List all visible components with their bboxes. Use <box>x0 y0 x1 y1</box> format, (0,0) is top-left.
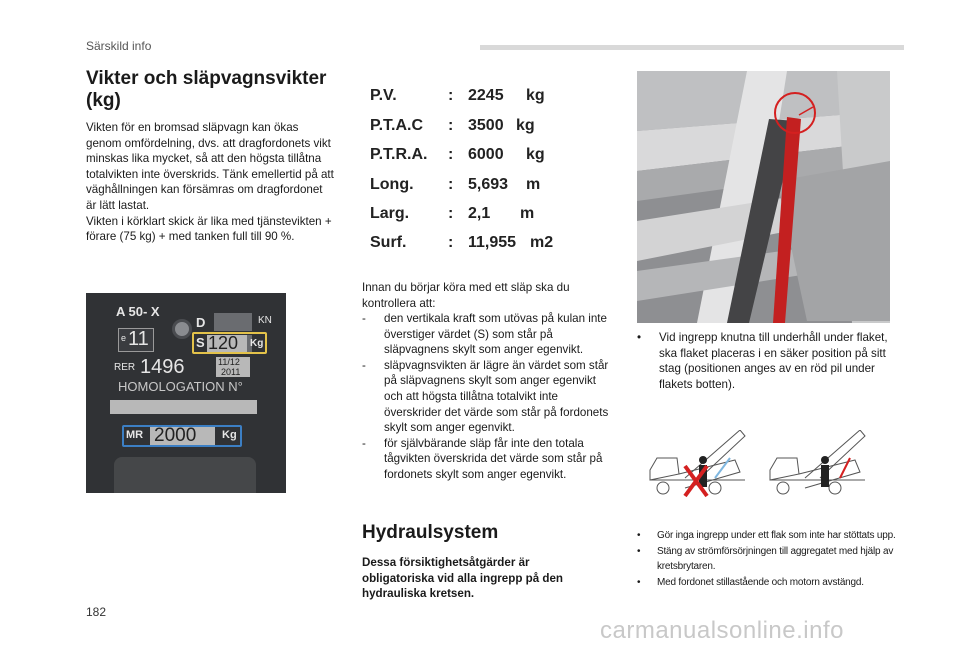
plate-e-value: 11 <box>128 328 149 350</box>
list-item <box>362 311 617 358</box>
plate-d-field <box>214 313 252 331</box>
weight-colon: : <box>448 117 454 134</box>
weight-label: Surf. <box>370 234 407 251</box>
plate-e-label: e <box>121 333 127 343</box>
list-item-text: Vid ingrepp knutna till underhåll under flaket, ska flaket placeras i en säker position på sitt stag (positionen anges av en röd pil under flakets botten). <box>659 331 888 391</box>
plate-s-value: 120 <box>208 333 239 353</box>
section-header: Särskild info <box>86 39 152 53</box>
plate-mr-unit: Kg <box>222 429 237 441</box>
list-item-text: Med fordonet stillastående och motorn avstängd. <box>657 576 864 588</box>
plate-a-label: A 50- X <box>116 304 160 319</box>
truck-icon <box>645 430 880 510</box>
weights-intro-text: Vikten för en bromsad släpvagn kan ökas genom omfördelning, dvs. att dragfordonets vikt minskas lika mycket, så att den högsta tillåtna totalvikten inte överskrids. Tänk emellertid på att väghållningen kan försämras om dragfordonet är lätt lastat. <box>86 121 334 212</box>
weight-value: 2245 <box>468 87 504 104</box>
page-number: 182 <box>86 605 107 619</box>
weight-colon: : <box>448 87 454 104</box>
list-item-text: Stäng av strömförsörjningen till aggregatet med hjälp av kretsbrytaren. <box>657 545 894 572</box>
weight-colon: : <box>448 146 454 163</box>
list-dash: - <box>362 436 366 450</box>
plate-date-line1: 11/12 <box>218 357 240 367</box>
tipper-prop-illustration <box>637 71 890 323</box>
list-bullet: • <box>637 530 641 541</box>
list-dash: - <box>362 358 366 372</box>
watermark: carmanualsonline.info <box>600 617 844 644</box>
plate-bolt <box>172 319 192 339</box>
weights-intro <box>86 120 336 245</box>
weight-value: 6000 <box>468 146 504 163</box>
weight-value: 2,1 <box>468 205 491 222</box>
list-item <box>362 358 617 436</box>
weight-label: Long. <box>370 176 414 193</box>
list-item-text: släpvagnsvikten är lägre än värdet som står på släpvagnens skylt som anger egenvikt och att högsta tillåtna totalvikt inte överskrider det värde som står på fordonets skylt som anger egenvikt. <box>384 358 609 435</box>
plate-homologation: HOMOLOGATION N° <box>118 379 243 394</box>
list-dash: - <box>362 312 366 325</box>
list-item-text: Gör inga ingrepp under ett flak som inte har stöttats upp. <box>657 530 896 541</box>
weight-label: P.V. <box>370 87 397 104</box>
weight-unit: kg <box>526 146 545 163</box>
weight-plate-photo <box>86 293 286 493</box>
trailer-check-intro: Innan du börjar köra med ett släp ska du kontrollera att: <box>362 281 570 310</box>
list-item <box>637 528 907 544</box>
weight-label: P.T.R.A. <box>370 146 428 163</box>
weight-value: 5,693 <box>468 176 509 193</box>
list-item <box>362 436 617 483</box>
weight-value: 11,955 <box>468 234 517 251</box>
list-item <box>637 330 897 392</box>
plate-mr-label: MR <box>126 429 144 441</box>
plate-bottom-field <box>114 457 256 493</box>
plate-rer-label: RER <box>114 362 136 373</box>
plate-date-line2: 2011 <box>221 367 241 377</box>
hydraulic-intro: Dessa försiktighetsåtgärder är obligatoriska vid alla ingrepp på den hydrauliska kretsen. <box>362 556 563 601</box>
weight-unit: kg <box>526 87 545 104</box>
hydraulic-title: Hydraulsystem <box>362 522 499 543</box>
plate-homologation-field <box>110 400 257 414</box>
hydraulic-list <box>637 528 907 590</box>
plate-d-label: D <box>196 315 206 330</box>
weight-label: P.T.A.C <box>370 117 424 134</box>
weight-colon: : <box>448 176 454 193</box>
list-item-text: för självbärande släp får inte den totala tågvikten överskrida det värde som står på fordonets skylt som anger egenvikt. <box>384 436 603 481</box>
plate-kn-label: KN <box>258 315 272 326</box>
plate-s-unit: Kg <box>250 338 264 349</box>
list-bullet: • <box>637 545 641 557</box>
weight-colon: : <box>448 205 454 222</box>
weight-unit: m <box>520 205 535 222</box>
weights-title: Vikter och släpvagnsvikter (kg) <box>86 68 327 111</box>
weights-intro-text-2: Vikten i körklart skick är lika med tjänstevikten + förare (75 kg) + med tanken full till 90 %. <box>86 214 332 244</box>
weight-unit: kg <box>516 117 535 134</box>
trailer-check-list <box>362 311 617 483</box>
list-bullet: • <box>637 331 642 344</box>
plate-s-label: S <box>196 335 205 350</box>
tip-list <box>637 330 897 392</box>
tipper-trucks-illustration <box>645 430 880 510</box>
list-item-text: den vertikala kraft som utövas på kulan inte överstiger värdet (S) som står på släpvagnens skylt som anger egenvikt. <box>384 312 607 357</box>
header-rule <box>480 45 904 50</box>
weight-colon: : <box>448 234 454 251</box>
weight-value: 3500 <box>468 117 504 134</box>
weight-label: Larg. <box>370 205 410 222</box>
list-item <box>637 575 907 591</box>
plate-rer-value: 1496 <box>140 356 185 378</box>
plate-mr-value: 2000 <box>154 425 197 446</box>
tipper-prop-photo <box>637 71 890 323</box>
list-bullet: • <box>637 576 641 588</box>
weight-unit: m <box>526 176 541 193</box>
list-item <box>637 544 907 575</box>
weight-unit: m2 <box>530 234 554 251</box>
